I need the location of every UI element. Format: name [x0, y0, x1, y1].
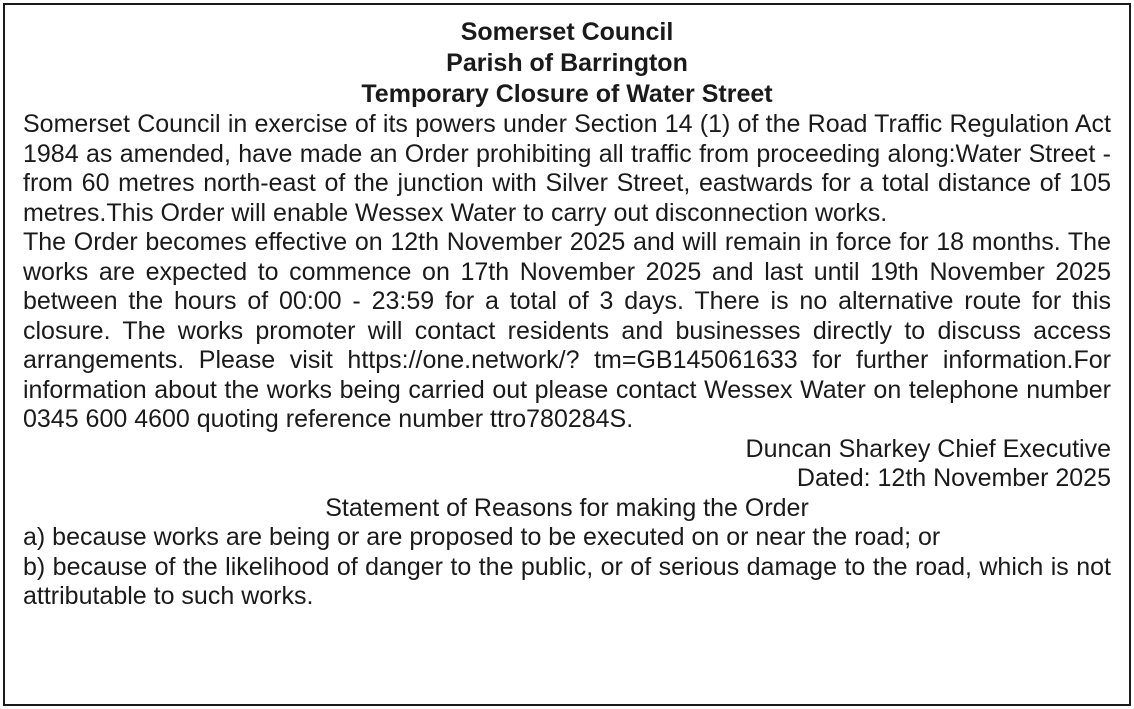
- notice-title: Temporary Closure of Water Street: [361, 80, 773, 108]
- council-heading: Somerset Council: [460, 18, 674, 46]
- details-paragraph: The Order becomes effective on 12th November 2025 and will remain in force for 18 months. The works are expected to commence on 17th November 2025 and last until 19th November 2025 between the hours of 00:00 - 23:59 for a total of 3 days. There is no alternative route for this closure. The works promoter will contact residents and businesses directly to discuss access arrangements. Please visit https://one.network/? tm=GB145061633 for further information.For information about the works being carried out please contact Wessex Water on telephone number 0345 600 4600 quoting reference number ttro780284S.: [23, 228, 1111, 433]
- public-notice: [3, 3, 1131, 706]
- reason-b: b) because of the likelihood of danger to the public, or of serious damage to the road, which is not attributable to such works.: [23, 552, 1111, 610]
- order-paragraph: Somerset Council in exercise of its powers under Section 14 (1) of the Road Traffic Regulation Act 1984 as amended, have made an Order prohibiting all traffic from proceeding along:Water Street - from 60 metres north-east of the junction with Silver Street, eastwards for a total distance of 105 metres.This Order will enable Wessex Water to carry out disconnection works.: [23, 110, 1111, 227]
- signatory: Duncan Sharkey Chief Executive: [745, 434, 1111, 463]
- reasons-heading: Statement of Reasons for making the Order: [325, 493, 809, 522]
- dated-line: Dated: 12th November 2025: [796, 464, 1111, 492]
- parish-heading: Parish of Barrington: [446, 49, 688, 77]
- reason-a: a) because works are being or are proposed to be executed on or near the road; or: [23, 523, 941, 551]
